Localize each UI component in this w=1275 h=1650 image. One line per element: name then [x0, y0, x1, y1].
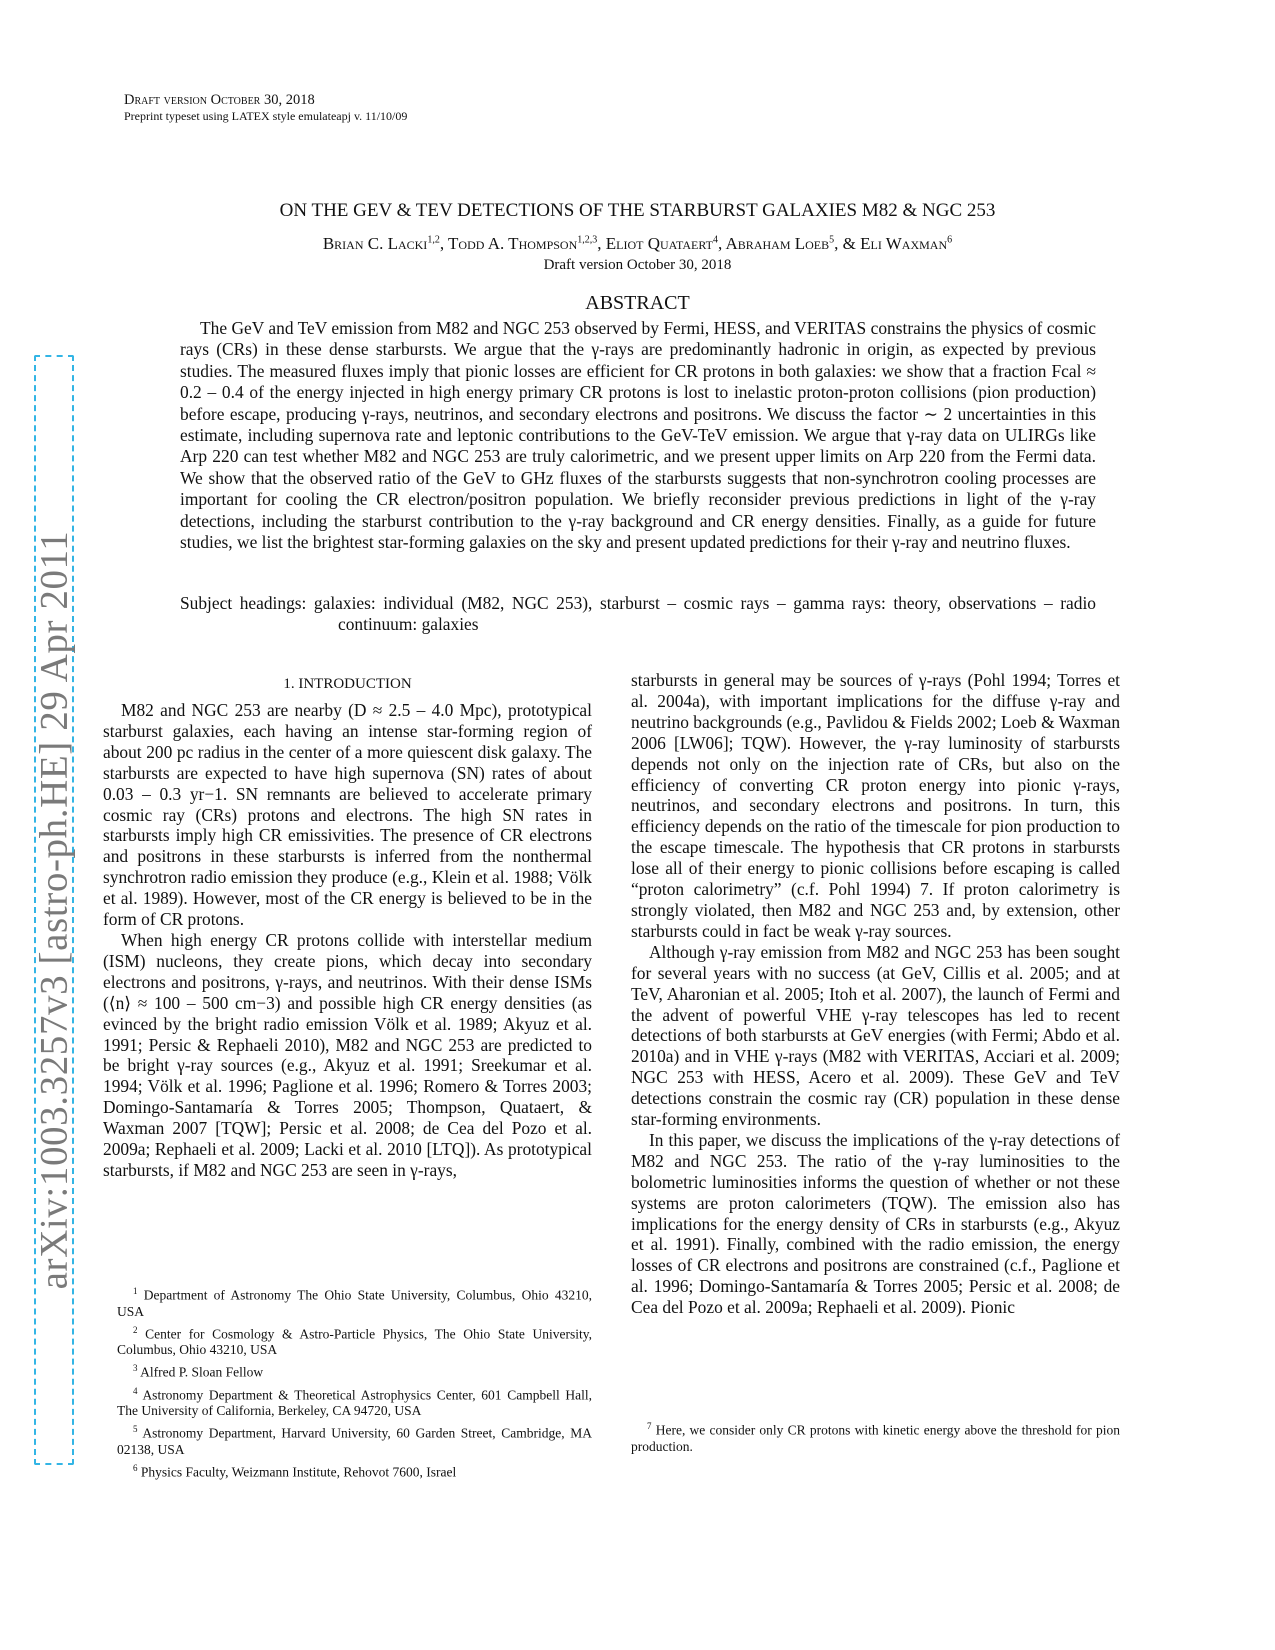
footnote-number: 7	[647, 1421, 652, 1431]
author-name: Eliot Quataert	[605, 234, 713, 253]
paragraph: Although γ-ray emission from M82 and NGC 253 has been sought for several years with no success (at GeV, Cillis et al. 2005; and at TeV, Aharonian et al. 2005; Itoh et al. 2007), the launch of Fermi and the advent of powerful VHE γ-ray telescopes has led to recent detections of both starbursts at GeV energies (with Fermi; Abdo et al. 2010a) and in VHE γ-rays (M82 with VERITAS, Acciari et al. 2009; NGC 253 with HESS, Acero et al. 2009). These GeV and TeV detections constrain the cosmic ray (CR) population in these dense star-forming environments.	[631, 941, 1120, 1130]
author-name: Todd A. Thompson	[448, 234, 578, 253]
footnote-pion-threshold	[631, 1418, 1120, 1457]
footnote-text: Department of Astronomy The Ohio State University, Columbus, Ohio 43210, USA	[117, 1287, 592, 1319]
section-heading: 1. INTRODUCTION	[283, 676, 412, 692]
paragraph: In this paper, we discuss the implications of the γ-ray detections of M82 and NGC 253. The ratio of the γ-ray luminosities to the bolometric luminosities informs the question of whether or not these systems are proton calorimeters (TQW). The emission also has implications for the energy density of CRs in starbursts (e.g., Akyuz et al. 1991). Finally, combined with the radio emission, the energy losses of CR electrons and positrons are constrained (c.f., Paglione et al. 1996; Domingo-Santamaría & Torres 2005; Persic et al. 2008; de Cea del Pozo et al. 2009a; Rephaeli et al. 2009). Pionic	[631, 1129, 1120, 1318]
draft-header: Draft version October 30, 2018	[124, 92, 315, 108]
abstract-text: The GeV and TeV emission from M82 and NGC 253 observed by Fermi, HESS, and VERITAS constrains the physics of cosmic rays (CRs) in these dense starbursts. We argue that the γ-rays are predominantly hadronic in origin, as expected by previous studies. The measured fluxes imply that pionic losses are efficient for CR protons in both galaxies: we show that a fraction Fcal ≈ 0.2 – 0.4 of the energy injected in high energy primary CR protons is lost to inelastic proton-proton collisions (pion production) before escape, producing γ-rays, neutrinos, and secondary electrons and positrons. We discuss the factor ∼ 2 uncertainties in this estimate, including supernova rate and leptonic contributions to the GeV-TeV emission. We argue that γ-ray data on ULIRGs like Arp 220 can test whether M82 and NGC 253 are truly calorimetric, and we present upper limits on Arp 220 from the Fermi data. We show that the observed ratio of the GeV to GHz fluxes of the starbursts suggests that non-synchrotron cooling processes are important for cooling the CR electron/positron population. We briefly reconsider previous predictions in light of the γ-ray detections, including the starburst contribution to the γ-ray background and CR energy densities. Finally, as a guide for future studies, we list the brightest star-forming galaxies on the sky and present updated predictions for their γ-ray and neutrino fluxes.	[180, 318, 1096, 553]
footnote-text: Astronomy Department, Harvard University, 60 Garden Street, Cambridge, MA 02138, USA	[117, 1425, 592, 1457]
arxiv-stamp-text: arXiv:1003.3257v3 [astro-ph.HE] 29 Apr 2011	[32, 530, 76, 1290]
footnote	[117, 1383, 592, 1420]
paragraph: When high energy CR protons collide with interstellar medium (ISM) nucleons, they create pions, which decay into secondary electrons and positrons, γ-rays, and neutrinos. With their dense ISMs (⟨n⟩ ≈ 100 – 500 cm−3) and possible high CR energy densities (as evinced by the bright radio emission Völk et al. 1989; Akyuz et al. 1991; Persic & Rephaeli 2010), M82 and NGC 253 are predicted to be bright γ-ray sources (e.g., Akyuz et al. 1991; Sreekumar et al. 1994; Völk et al. 1996; Paglione et al. 1996; Romero & Torres 2003; Domingo-Santamaría & Torres 2005; Thompson, Quataert, & Waxman 2007 [TQW]; Persic et al. 2008; de Cea del Pozo et al. 2009a; Rephaeli et al. 2009; Lacki et al. 2010 [LTQ]). As prototypical starbursts, if M82 and NGC 253 are seen in γ-rays,	[103, 929, 592, 1180]
footnote	[117, 1322, 592, 1359]
right-column	[631, 670, 1120, 1318]
author-name: Brian C. Lacki	[322, 234, 428, 253]
footnote-number: 6	[133, 1462, 138, 1473]
draft-date: Draft version October 30, 2018	[543, 257, 732, 273]
footnote-number: 4	[133, 1385, 138, 1396]
footnote	[117, 1460, 592, 1481]
left-column	[103, 700, 592, 1181]
footnote	[631, 1418, 1120, 1455]
author-name: Eli Waxman	[860, 234, 948, 253]
footnote-text: Astronomy Department & Theoretical Astrophysics Center, 601 Campbell Hall, The University of California, Berkeley, CA 94720, USA	[117, 1387, 592, 1418]
footnote-number: 3	[133, 1363, 138, 1373]
subject-headings: Subject headings: galaxies: individual (M82, NGC 253), starburst – cosmic rays – gamma rays: theory, observations – radio continuum: galaxies	[180, 593, 1096, 635]
arxiv-stamp[interactable]	[34, 355, 74, 1465]
paragraph: starbursts in general may be sources of γ-rays (Pohl 1994; Torres et al. 2004a), with important implications for the diffuse γ-ray and neutrino backgrounds (e.g., Pavlidou & Fields 2002; Loeb & Waxman 2006 [LW06]; TQW). However, the γ-ray luminosity of starbursts depends not only on the injection rate of CRs, but also on the efficiency of converting CR proton energy into pionic γ-rays, neutrinos, and secondary electrons and positrons. In turn, this efficiency depends on the ratio of the timescale for pion production to the escape timescale. The hypothesis that CR protons in starbursts lose all of their energy to pionic collisions before escaping is called “proton calorimetry” (c.f. Pohl 1994) 7. If proton calorimetry is strongly violated, then M82 and NGC 253 and, by extension, other starbursts could in fact be weak γ-ray sources.	[631, 670, 1121, 941]
footnote	[117, 1360, 592, 1381]
paragraph: M82 and NGC 253 are nearby (D ≈ 2.5 – 4.0 Mpc), prototypical starburst galaxies, each having an intense star-forming region of about 200 pc radius in the center of a more quiescent disk galaxy. The starbursts are expected to have high supernova (SN) rates of about 0.03 – 0.3 yr−1. SN remnants are believed to accelerate primary cosmic ray (CRs) protons and electrons. The high SN rates in starbursts imply high CR emissivities. The presence of CR electrons and positrons in these starbursts is inferred from the nonthermal synchrotron radio emission they produce (e.g., Klein et al. 1988; Völk et al. 1989). However, most of the CR energy is believed to be in the form of CR protons.	[103, 700, 592, 930]
author-affiliation: 4	[712, 234, 718, 246]
footnote-text: Here, we consider only CR protons with kinetic energy above the threshold for pion production.	[631, 1422, 1120, 1454]
abstract-heading: ABSTRACT	[585, 292, 690, 314]
footnote-number: 2	[133, 1324, 138, 1335]
paper-title: ON THE GEV & TEV DETECTIONS OF THE STARBURST GALAXIES M82 & NGC 253	[279, 200, 996, 221]
author-affiliation: 6	[947, 234, 953, 246]
footnotes-affiliations	[117, 1283, 592, 1482]
author-affiliation: 5	[829, 234, 835, 246]
footnote-number: 1	[133, 1286, 138, 1296]
footnote-text: Physics Faculty, Weizmann Institute, Rehovot 7600, Israel	[140, 1464, 457, 1479]
footnote-text: Alfred P. Sloan Fellow	[140, 1364, 264, 1380]
footnote-text: Center for Cosmology & Astro-Particle Physics, The Ohio State University, Columbus, Ohio 43210, USA	[117, 1326, 592, 1357]
author-name: Abraham Loeb	[725, 234, 830, 253]
preprint-line: Preprint typeset using LATEX style emulateapj v. 11/10/09	[124, 109, 408, 123]
author-list: Brian C. Lacki$^{1,2}$, Todd A. Thompson$^{1,2,3}$, Eliot Quataert$^4$, Abraham Loeb$^5$, & Eli Waxman$^6$	[322, 234, 953, 253]
author-affiliation: 1,2	[427, 234, 440, 246]
author-affiliation: 1,2,3	[577, 234, 598, 246]
footnote-number: 5	[133, 1424, 138, 1434]
footnote	[117, 1283, 592, 1320]
footnote	[117, 1421, 592, 1458]
